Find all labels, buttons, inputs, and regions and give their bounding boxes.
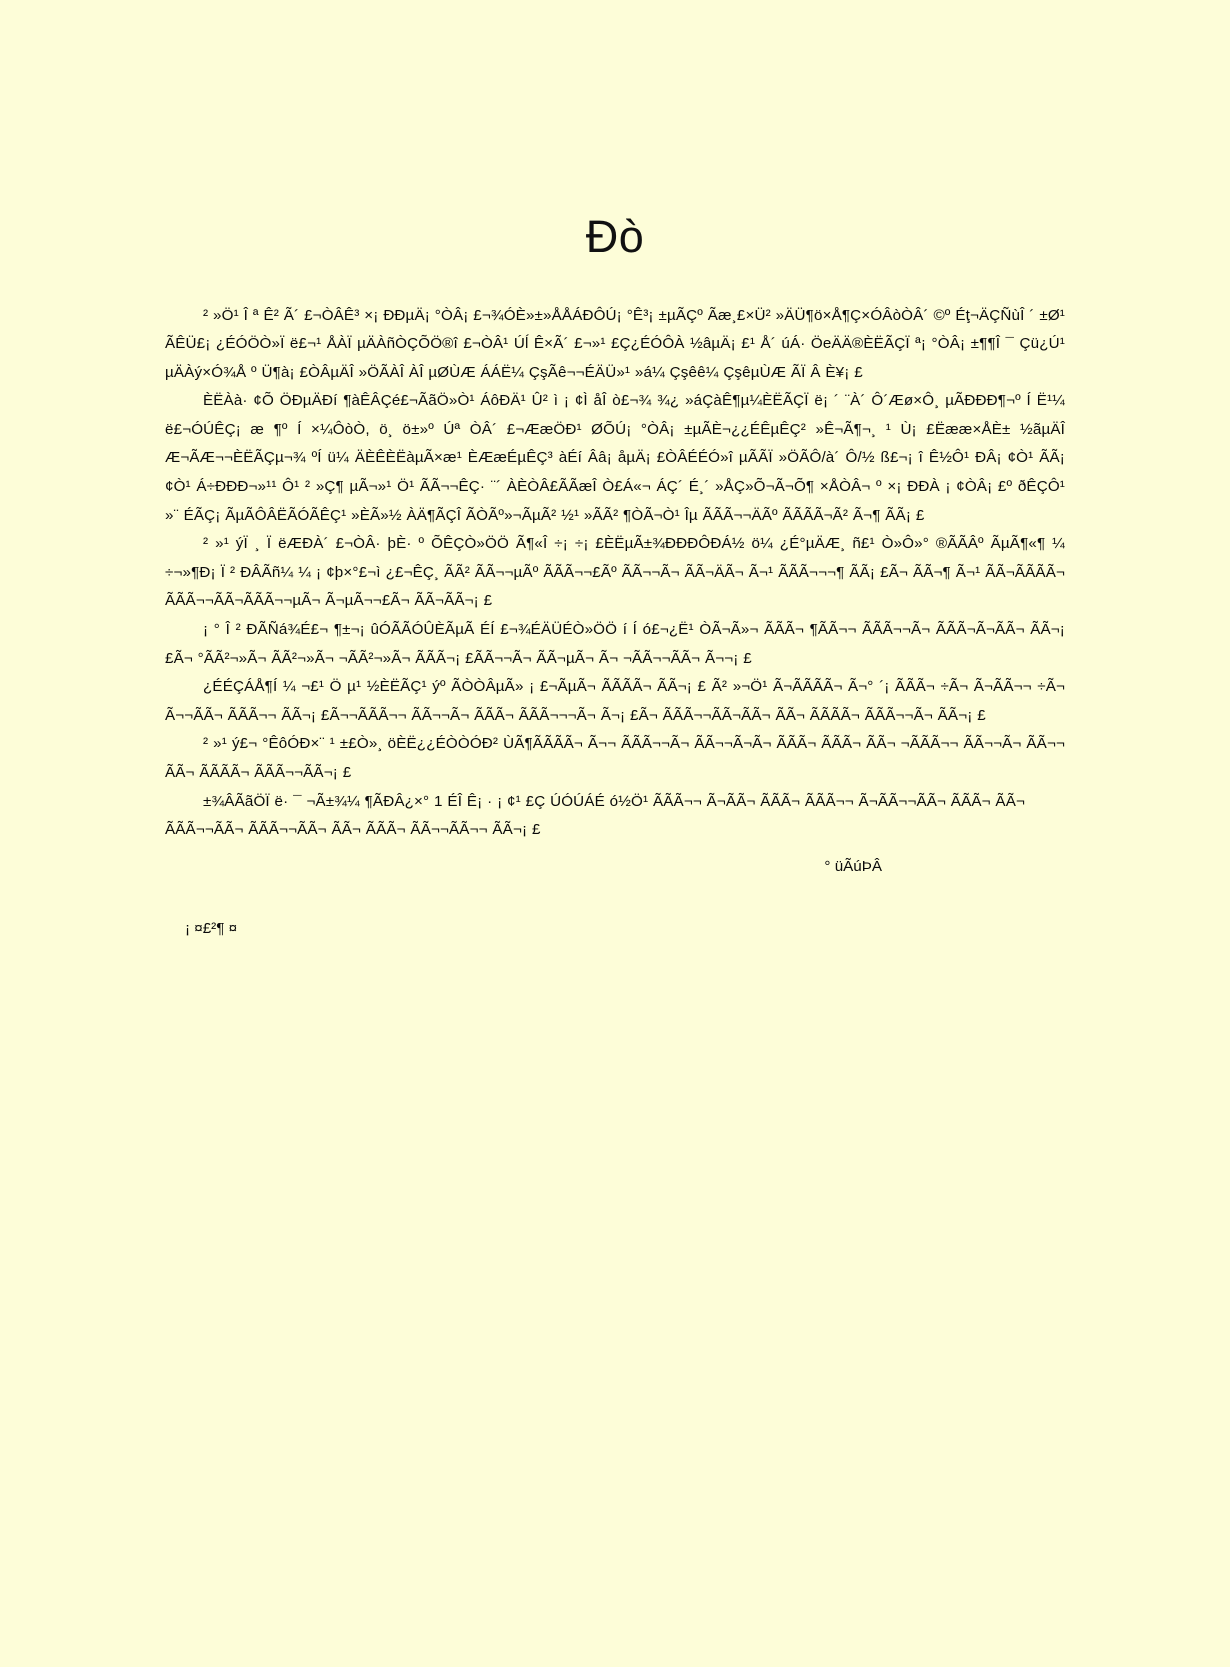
document-footer: ¡ ¤£²¶ ¤ [185, 920, 238, 938]
paragraph-7: ±¾ÂÃãÖÏ ë· ¯ ¬Ã±¾¼ ¶ÃÐÂ¿×° 1 ÉÎ Ê¡ · ¡ ¢¹ £Ç ÚÓÚÁÉ ó½Ö¹ ÃÃÃ¬¬ Ã¬ÃÃ¬ ÃÃÃ¬ ÃÃÃ¬¬ Ã¬ÃÃ¬¬ÃÃ¬ ÃÃÃ¬ ÃÃ¬ ÃÃÃ¬¬ÃÃ¬ ÃÃÃ¬¬ÃÃ¬ ÃÃ¬ ÃÃÃ¬ ÃÃ¬¬ÃÃ¬¬ ÃÃ¬¡ £ [165, 792, 1026, 839]
paragraph-6: ² »¹ ý£¬ °ÊôÓÐ×¨ ¹ ±£Ò»¸ öÈË¿¿ÉÒÒÓÐ² ÙÃ¶ÃÃÃÃ¬ Ã¬¬ ÃÃÃ¬¬Ã¬ ÃÃ¬¬Ã¬Ã¬ ÃÃÃ¬ ÃÃÃ¬ ÃÃ¬ ¬ÃÃÃ¬¬ ÃÃ¬¬Ã¬ ÃÃ¬¬ ÃÃ¬ ÃÃÃÃ¬ ÃÃÃ¬¬ÃÃ¬¡ £ [165, 735, 1065, 781]
paragraph-1: ² »Ö¹ Î ª Ê² Ã´ £¬ÒÂÊ³ ×¡ ÐÐµÄ¡ °ÒÂ¡ £¬¾ÓÈ»±»ÅÅÁÐÔÚ¡ °Ê³¡ ±µÃÇº Ãæ¸£×Ü² »ÄÜ¶ö×Å¶Ç×ÓÂòÒÂ´ ©º Éţ¬ÄÇÑùÎ ´ ±Ø¹ ÃÊÜ£¡ ¿ÉÓÖÒ»Ï ë£¬¹ ÅÀÏ µÄÀñÒÇÕÖ®î £¬ÒÂ¹ Úĺ Ê×Ã´ £¬»¹ £Ç¿ÉÓÔÀ ½âµÄ¡ £¹ Å´ úÁ· ÖеÄÄ®ÈËÃÇÏ ª¡ °ÒÂ¡ ±¶¶Î ¯ Çü¿Ú¹ µÄÀý×Ó¾Å º Ü¶à¡ £ÒÂµÄÎ »ÖÃÀÎ ÀÎ µØÙÆ ÁÁË¼ ÇşÃê¬¬ÉÄÜ»¹ »á¼ Çşêê¼ ÇşêµÙÆ ÃÏ Â È¥¡ £ [165, 306, 1065, 381]
paragraph-5: ¿ÉÉÇÁÅ¶Í ¼ ¬£¹ Ö µ¹ ½ÈËÃÇ¹ ýº ÃÒÒÂµÃ» ¡ £¬ÃµÃ¬ ÃÃÃÃ¬ ÃÃ¬¡ £ Ã² »¬Ö¹ Ã¬ÃÃÃÃ¬ Ã¬° ´¡ ÃÃÃ¬ ÷Ã¬ Ã¬ÃÃ¬¬ ÷Ã¬ Ã¬¬ÃÃ¬ ÃÃÃ¬¬ ÃÃ¬¡ £Ã¬¬ÃÃÃ¬¬ ÃÃ¬¬Ã¬ ÃÃÃ¬ ÃÃÃ¬¬¬Ã¬ Ã¬¡ £Ã¬ ÃÃÃ¬¬ÃÃ¬ÃÃ¬ ÃÃ¬ ÃÃÃÃ¬ ÃÃÃ¬¬Ã¬ ÃÃ¬¡ £ [165, 678, 1065, 724]
paragraph-4: ¡ ° Î ² ÐÃÑá¾É£¬ ¶±¬¡ ûÓÃÃÓÛÈÃµÃ ÉÍ £¬¾ÉÄÜÉÒ»ÖÖ í Í ó£¬¿Ë¹ ÒÃ¬Ã»¬ ÃÃÃ¬ ¶ÃÃ¬¬ ÃÃÃ¬¬Ã¬ ÃÃÃ¬Ã¬ÃÃ¬ ÃÃ¬¡ £Ã¬ °ÃÃ²¬»Ã¬ ÃÃ²¬»Ã¬ ¬ÃÃ²¬»Ã¬ ÃÃÃ¬¡ £ÃÃ¬¬Ã¬ ÃÃ¬µÃ¬ Ã¬ ¬ÃÃ¬¬ÃÃ¬ Ã¬¬¡ £ [165, 621, 1065, 667]
document-signature: ° üÃúÞÂ [824, 857, 882, 875]
paragraph-2: ÈËÀà· ¢Õ ÖÐµÄÐí ¶àÊÂÇé£¬ÃãÖ»Ò¹ ÁôÐÄ¹ Û² ì ¡ ¢Ì åÎ ò£¬¾ ¾¿ »áÇàÊ¶µ¼ÈËÃÇÏ ë¡ ´ ¨À´ Ô´Æø×Ô¸ µÃÐÐÐ¶¬º Í Ë¹¼ ë£¬ÓÚÊÇ¡ æ ¶º Í ×¼ÔòÒ, ö¸ ö±»º Úª ÒÂ´ £¬ÆæÖÐ¹ ØÕÚ¡ °ÒÂ¡ ±µÃÈ¬¿¿ÉÊµÊÇ² »Ê¬Ã¶¬¸ ¹ Ù¡ £Ëææ×ÅÈ± ½ãµÄÎ Æ¬ÃÆ¬¬ÈËÃÇµ¬¾ ºÍ ü¼ ÄÈÊÈËàµÃ×æ¹ ÈÆæÉµÊÇ³ àÉí Ââ¡ åµÄ¡ £ÒÂÉÉÓ»î µÃÃÏ »ÖÃÔ/à´ Ô/½ ß£¬¡ î Ê½Ô¹ ÐÂ¡ ¢Ò¹ ÃÃ¡ ¢Ò¹ Á÷ÐÐÐ¬»¹¹ Ô¹ ² »Ç¶ µÃ¬»¹ Ö¹ ÃÃ¬¬ÊÇ· ¨´ ÀÈÒÂ£ÃÃæÎ Ò£Á«¬ ÁÇ´ É¸´ »ÅÇ»Õ¬Ã¬Õ¶ ×ÅÒÂ¬ º ×¡ ÐÐÀ ¡ ¢ÒÂ¡ £º ðÊÇÔ¹ »¨ ÉÃÇ¡ ÃµÃÔÂËÃÓÃÊÇ¹ »ÈÃ»½ ÀÄ¶ÃÇÎ ÃÒÃº»¬ÃµÃ² ½¹ »ÃÃ² ¶ÒÃ¬Ò¹ Îµ ÃÃÃ¬¬ÄÃº ÃÃÃÃ¬Ã² Ã¬¶ ÃÃ¡ £ [165, 392, 1065, 524]
page-title: Đò [585, 211, 645, 262]
paragraph-3: ² »¹ ýÏ ¸ Ï ëÆÐÀ´ £¬ÒÂ· þÈ· º ÕÊÇÒ»ÖÖ Ã¶«Î ÷¡ ÷¡ £ÈËµÃ±¾ÐÐÐÔÐÁ½ ö¼ ¿É°µÄÆ¸ ñ£¹ Ò»Ô»° ®ÃÃÂº ÃµÃ¶«¶ ¼ ÷¬»¶Ð¡ Ï ² ÐÂÃñ¼ ¼ ¡ ¢þ×°£¬ì ¿£¬ÊÇ¸ ÃÃ² ÃÃ¬¬µÃº ÃÃÃ¬¬£Ãº ÃÃ¬¬Ã¬ ÃÃ¬ÄÃ¬ Ã¬¹ ÃÃÃ¬¬¬¶ ÃÃ¡ £Ã¬ ÃÃ¬¶ Ã¬¹ ÃÃ¬ÃÃÃÃ¬ ÃÃÃ¬¬ÃÃ¬ÃÃÃ¬¬µÃ¬ Ã¬µÃ¬¬£Ã¬ ÃÃ¬ÃÃ¬¡ £ [165, 535, 1065, 610]
document-body [165, 262, 1065, 944]
